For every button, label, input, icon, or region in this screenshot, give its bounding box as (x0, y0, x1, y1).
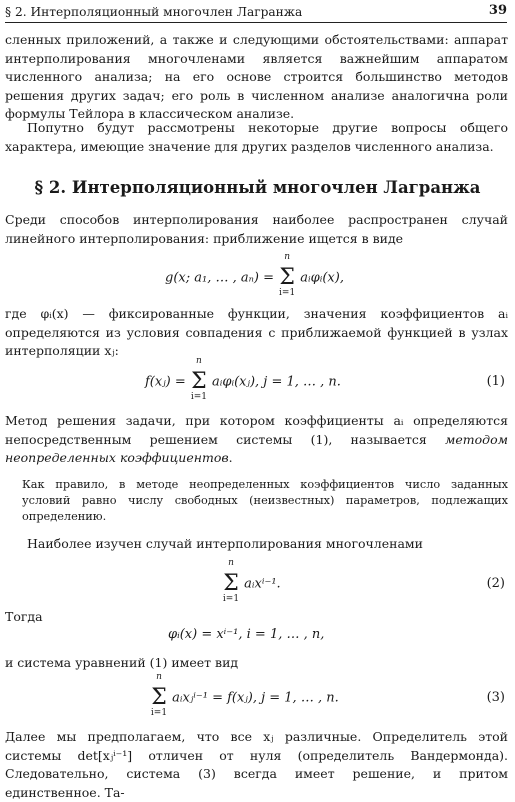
intro-paragraph-1: сленных приложений, а также и следующими обстоятельствами: аппарат интерполирования многочленами является важнейшим аппаратом численного анализа; на его основе строится большинство методов решения других задач; его роль в численном анализе аналогична роли формулы Тейлора в классическом анализе. (5, 32, 508, 121)
paragraph-linear-interpolation: Среди способов интерполирования наиболее распространен случай линейного интерполирования: приближение ищется в виде (5, 212, 508, 246)
equation-g (165, 252, 344, 298)
running-header-title: § 2. Интерполяционный многочлен Лагранжа (5, 5, 303, 19)
paragraph-polynomials: Наиболее изучен случай интерполирования многочленами (27, 536, 423, 551)
equation-g-rhs: aᵢφᵢ(x), (300, 270, 344, 286)
equation-phi-text: φᵢ(x) = xⁱ⁻¹, i = 1, … , n, (168, 627, 325, 642)
sum-symbol: n Σ i=1 (190, 372, 208, 392)
sum-symbol: n Σ i=1 (278, 268, 296, 288)
sum-upper-limit: n (195, 356, 202, 366)
emphasized-term: методом неопределенных коэффициентов (5, 431, 508, 465)
equation-1 (145, 356, 341, 402)
sum-lower-limit: i=1 (279, 288, 296, 298)
section-heading: § 2. Интерполяционный многочлен Лагранжа (34, 178, 481, 197)
sum-lower-limit: i=1 (222, 594, 240, 604)
equation-3 (150, 672, 339, 718)
equation-g-lhs: g(x; a₁, … , aₙ) = (165, 270, 274, 286)
small-note: Как правило, в методе неопределенных коэффициентов число заданных условий равно числу свободных (неизвестных) параметров, подлежащих определению. (22, 478, 508, 523)
equation-1-number: (1) (486, 374, 505, 389)
paragraph-fixed-functions: где φᵢ(x) — фиксированные функции, значения коэффициентов aᵢ определяются из условия совпадения с приближаемой функцией в узлах интерполяции xⱼ: (5, 306, 508, 358)
equation-2 (222, 558, 281, 604)
intro-paragraph-2: Попутно будут рассмотрены некоторые другие вопросы общего характера, имеющие значение для других разделов численного анализа. (5, 120, 508, 154)
paragraph-text: Метод решения задачи, при котором коэффициенты aᵢ определяются непосредственным решением системы (1), называется (5, 413, 508, 447)
sum-upper-limit: n (156, 672, 162, 682)
sum-symbol: n Σ i=1 (222, 574, 240, 594)
sum-upper-limit: n (228, 558, 234, 568)
equation-2-number: (2) (486, 576, 505, 591)
paragraph-undetermined-coefficients (5, 412, 508, 468)
sum-lower-limit: i=1 (150, 708, 168, 718)
equation-phi (168, 627, 324, 642)
sum-symbol: n Σ i=1 (150, 688, 168, 708)
sum-lower-limit: i=1 (190, 392, 207, 402)
equation-1-rhs: aᵢφᵢ(xⱼ), j = 1, … , n. (212, 374, 341, 390)
equation-2-rhs: aᵢxⁱ⁻¹. (244, 576, 281, 592)
paragraph-then: Тогда (5, 609, 43, 624)
running-header (5, 2, 507, 23)
paragraph-system: и система уравнений (1) имеет вид (5, 655, 239, 670)
equation-1-lhs: f(xⱼ) = (145, 374, 186, 390)
paragraph-text-end: . (228, 450, 233, 465)
paragraph-vandermonde: Далее мы предполагаем, что все xⱼ различные. Определитель этой системы det[xⱼⁱ⁻¹] отличен от нуля (определитель Вандермонда). Следовательно, система (3) всегда имеет решение, и притом единственное. Та- (5, 729, 508, 800)
equation-3-number: (3) (486, 690, 505, 705)
sum-upper-limit: n (284, 252, 291, 262)
equation-3-rhs: aᵢxⱼⁱ⁻¹ = f(xⱼ), j = 1, … , n. (172, 690, 339, 706)
page-number: 39 (488, 3, 507, 18)
